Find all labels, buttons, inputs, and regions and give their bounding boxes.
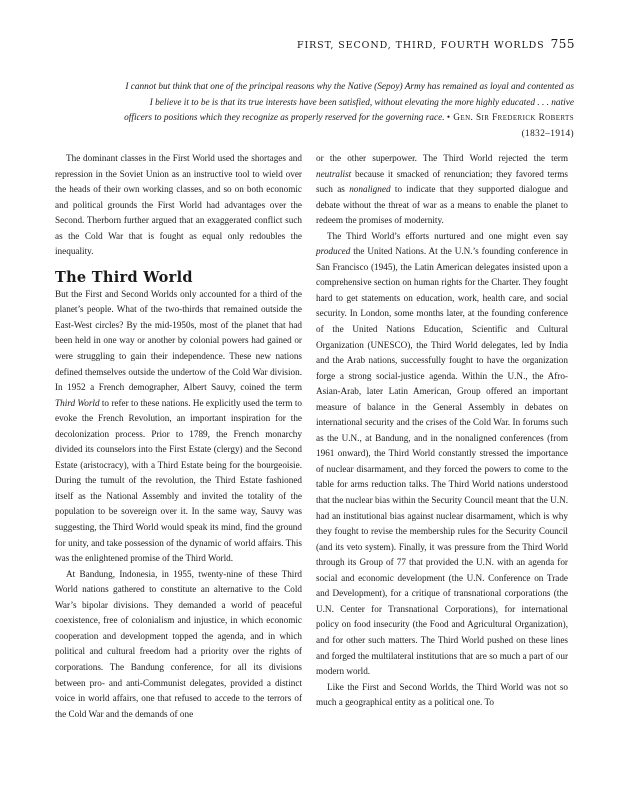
paragraph: or the other superpower. The Third World rejected the term neutralist because it smacked of renunciation; they favored terms such as nonaligned to indicate that they supported dialogue and debate without the threat of war as a means to enable the planet to redeem the promises of modernity.	[316, 153, 568, 226]
running-head-title: FIRST, SECOND, THIRD, FOURTH WORLDS	[296, 40, 545, 51]
left-column	[55, 151, 302, 722]
paragraph: But the First and Second Worlds only accounted for a third of the planet’s people. What of the two-thirds that remained outside the East-West circles? By the mid-1950s, most of the planet that had been held in one way or another by colonial powers had gained or were struggling to gain their independence. These new nations defined themselves outside the undertow of the Cold War division. In 1952 a French demographer, Albert Sauvy, coined the term Third World to refer to these nations. He explicitly used the term to evoke the French Revolution, an important inspiration for the decolonization process. Prior to 1789, the French monarchy divided its counselors into the First Estate (clergy) and the Second Estate (aristocracy), with a Third Estate being for the bourgeoisie. During the tumult of the revolution, the Third Estate fashioned itself as the National Assembly and invited the totality of the population to be sovereign over it. In the same way, Sauvy was suggesting, the Third World would speak its mind, find the ground for unity, and take possession of the dynamic of world affairs. This was the enlightened promise of the Third World.	[55, 288, 302, 564]
paragraph: Like the First and Second Worlds, the Third World was not so much a geographical entity as a political one. To	[316, 681, 568, 708]
epigraph-attribution: • Gen. Sir Frederick Roberts (1832–1914)	[446, 113, 574, 139]
section-heading: The Third World	[55, 268, 193, 286]
right-column	[316, 151, 568, 711]
page-number: 755	[550, 37, 575, 51]
paragraph: At Bandung, Indonesia, in 1955, twenty-nine of these Third World nations gathered to constitute an alternative to the Cold War’s bipolar divisions. They demanded a world of peaceful coexistence, free of colonialism and injustice, in which economic cooperation and development topped the agenda, and in which political and cultural freedom had a priority over the rights of corporations. The Bandung conference, for all its divisions between pro- and anti-Communist delegates, provided a distinct voice in world affairs, one that refused to accede to the terrors of the Cold War and the demands of one	[55, 568, 302, 719]
epigraph-quote: I cannot but think that one of the principal reasons why the Native (Sepoy) Army has remained as loyal and contented as I believe it to be is that its true interests have been satisfied, without elevating the more highly educated . . . native officers to positions which they recognize as properly reserved for the governing race.	[124, 82, 574, 124]
epigraph	[120, 80, 574, 142]
paragraph: The dominant classes in the First World used the shortages and repression in the Soviet Union as an instructive tool to wield over the heads of their own working classes, and so on both economic and political grounds the First World had advantages over the Second. Therborn further argued that an exaggerated conflict such as the Cold War that is fought as equal only redoubles the inequality.	[55, 153, 302, 257]
running-head	[297, 37, 575, 51]
paragraph: The Third World’s efforts nurtured and one might even say produced the United Nations. At the U.N.’s founding conference in San Francisco (1945), the Latin American delegates insisted upon a comprehensive section on human rights for the Charter. They fought hard to get statements on education, work, health care, and social security. In London, some months later, at the founding conference of the United Nations Education, Scientific and Cultural Organization (UNESCO), the Third World delegates, led by India and the Arab nations, successfully fought to have the organization forge a strong social-justice agenda. Within the U.N., the Afro-Asian-Arab, later Latin American, Group offered an important measure of balance in the General Assembly in debates on international security and the crises of the Cold War. In forums such as the U.N., at Bandung, and in the nonaligned conferences (from 1961 onward), the Third World constantly stressed the importance of nuclear disarmament, and they forced the powers to come to the table for arms reduction talks. The Third World nations understood that the nuclear bias within the Security Council meant that the U.N. had an institutional bias against nuclear disarmament, which is why they fought to revise the membership rules for the Security Council (and its veto system). Finally, it was pressure from the Third World through its Group of 77 that provided the U.N. with an agenda for social and economic development (the U.N. Conference on Trade and Development), for a critique of transnational corporations (the U.N. Center for Transnational Corporations), for international policy on food insecurity (the Food and Agricultural Organization), and for other such matters. The Third World pushed on these lines and forged the multilateral institutions that are so much a part of our modern world.	[316, 230, 568, 677]
